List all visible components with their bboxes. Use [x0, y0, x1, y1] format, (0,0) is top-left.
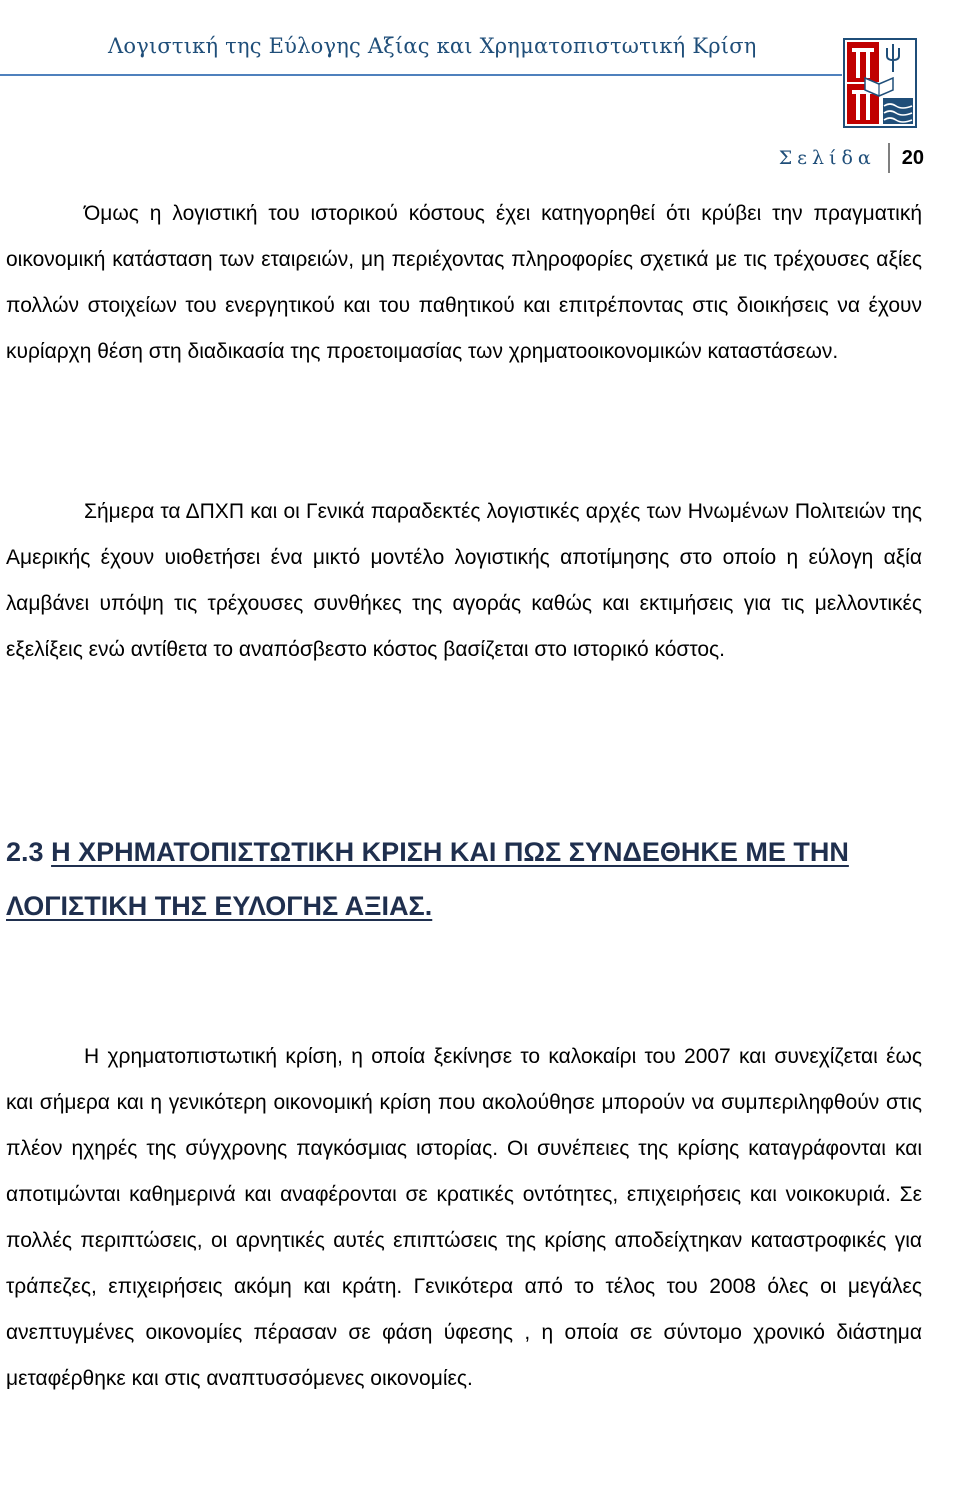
- section-number: 2.3: [6, 837, 44, 867]
- paragraph-financial-crisis: Η χρηματοπιστωτική κρίση, η οποία ξεκίνησε το καλοκαίρι του 2007 και συνεχίζεται έως και σήμερα και η γενικότερη οικονομική κρίση που ακολούθησε μπορούν να συμπεριληφθούν στις πλέον ηχηρές της σύγχρονης παγκόσμιας ιστορίας. Οι συνέπειες της κρίσης καταγράφονται και αποτιμώνται καθημερινά και αναφέρονται σε κρατικές οντότητες, επιχειρήσεις και νοικοκυριά. Σε πολλές περιπτώσεις, οι αρνητικές αυτές επιπτώσεις της κρίσης αποδείχτηκαν καταστροφικές για τράπεζες, επιχειρήσεις ακόμη και κράτη. Γενικότερα από το τέλος του 2008 όλες οι μεγάλες ανεπτυγμένες οικονομίες πέρασαν σε φάση ύφεσης , η οποία σε σύντομο χρονικό διάστημα μεταφέρθηκε και στις αναπτυσσόμενες οικονομίες.: [6, 1045, 922, 1390]
- section-heading: [6, 825, 922, 933]
- page-number: 20: [901, 146, 924, 169]
- running-header-title: Λογιστική της Εύλογης Αξίας και Χρηματοπιστωτική Κρίση: [108, 34, 757, 58]
- paragraph-mixed-model: Σήμερα τα ΔΠΧΠ και οι Γενικά παραδεκτές λογιστικές αρχές των Ηνωμένων Πολιτειών της Αμερικής έχουν υιοθετήσει ένα μικτό μοντέλο λογιστικής αποτίμησης στο οποίο η εύλογη αξία λαμβάνει υπόψη τις τρέχουσες συνθήκες της αγοράς καθώς και εκτιμήσεις για τις μελλοντικές εξελίξεις ενώ αντίθετα το αναπόσβεστο κόστος βασίζεται στο ιστορικό κόστος.: [6, 500, 922, 661]
- paragraph-historical-cost: Όμως η λογιστική του ιστορικού κόστους έχει κατηγορηθεί ότι κρύβει την πραγματική οικονομική κατάσταση των εταιρειών, μη περιέχοντας πληροφορίες σχετικά με τις τρέχουσες αξίες πολλών στοιχείων του ενεργητικού και του παθητικού και επιτρέποντας στις διοικήσεις να έχουν κυρίαρχη θέση στη διαδικασία της προετοιμασίας των χρηματοοικονομικών καταστάσεων.: [6, 202, 922, 363]
- page-number-divider: [888, 143, 890, 173]
- page-label: Σελίδα: [778, 147, 876, 169]
- page-number-block: [779, 143, 924, 173]
- section-title: Η ΧΡΗΜΑΤΟΠΙΣΤΩΤΙΚΗ ΚΡΙΣΗ ΚΑΙ ΠΩΣ ΣΥΝΔΕΘΗΚΕ ΜΕ ΤΗΝ ΛΟΓΙΣΤΙΚΗ ΤΗΣ ΕΥΛΟΓΗΣ ΑΞΙΑΣ.: [6, 837, 849, 921]
- header-rule: [0, 74, 842, 76]
- university-of-piraeus-logo-icon: [843, 38, 917, 128]
